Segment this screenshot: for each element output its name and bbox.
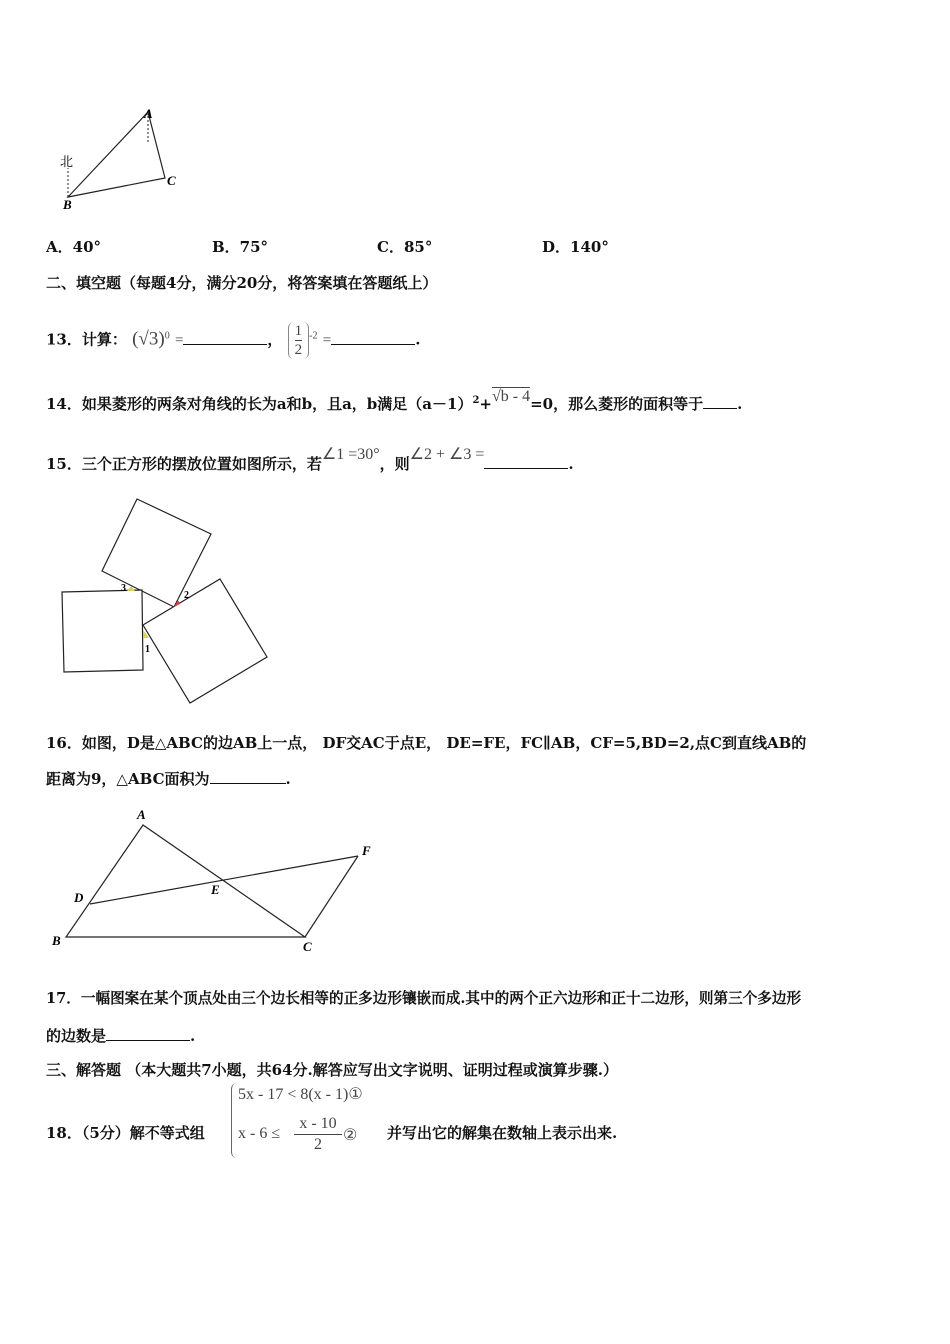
inequality-2-mark: ② (343, 1127, 358, 1144)
question-15: 15．三个正方形的摆放位置如图所示，若∠1 =30°，则∠2 + ∠3 =. (46, 446, 574, 473)
inequality-2-fraction: x - 10 2 (294, 1114, 342, 1155)
label-C: C (303, 939, 312, 954)
answer-blank[interactable] (106, 1026, 190, 1041)
three-squares-figure (62, 499, 267, 703)
label-B: B (63, 197, 72, 212)
option-c: C．85° (377, 238, 433, 256)
section-2-heading: 二、填空题（每题4分，满分20分，将答案填在答题纸上） (46, 274, 438, 292)
label-north: 北 (60, 154, 74, 169)
angle-label-2: 2 (184, 590, 189, 601)
question-16-line-2: 距离为9，△ABC面积为 . (46, 770, 291, 788)
answer-blank[interactable] (331, 330, 415, 345)
angle-label-3: 3 (121, 583, 126, 594)
option-b: B．75° (212, 238, 269, 256)
question-17-line-1: 17．一幅图案在某个顶点处由三个边长相等的正多边形镶嵌而成.其中的两个正六边形和正十二边形，则第三个多边形 (46, 990, 802, 1007)
inequality-2-left: x - 6 ≤ (238, 1125, 281, 1142)
question-18-suffix: 并写出它的解集在数轴上表示出来. (387, 1124, 618, 1142)
label-D: D (74, 890, 84, 905)
answer-blank[interactable] (484, 454, 568, 469)
triangle-abc-figure (51, 807, 371, 954)
section-3-heading: 三、解答题 （本大题共7小题，共64分.解答应写出文字说明、证明过程或演算步骤.） (46, 1061, 618, 1079)
label-A: A (137, 807, 146, 822)
question-18-prefix: 18．（5分）解不等式组 (46, 1124, 205, 1142)
angle-label-1: 1 (145, 644, 150, 655)
label-B: B (52, 933, 61, 948)
answer-blank[interactable] (703, 394, 737, 409)
brace (231, 1083, 238, 1158)
label-C: C (167, 173, 176, 188)
inequality-1: 5x - 17 < 8(x - 1)① (238, 1086, 363, 1103)
question-13: 13．计算： $(√3)^0$ = ， $\frac{1}{2}$ $^{-2}$ = . (46, 323, 421, 358)
label-E: E (211, 882, 220, 897)
option-d: D．140° (542, 238, 609, 256)
label-A: A (144, 106, 153, 121)
answer-blank[interactable] (210, 769, 286, 784)
question-16-line-1: 16．如图，D是△ABC的边AB上一点， DF交AC于点E， DE=FE，FC∥AB，CF=5,BD=2,点C到直线AB的 (46, 734, 807, 752)
bearing-triangle-figure (60, 106, 176, 212)
question-14: 14．如果菱形的两条对角线的长为a和b，且a，b满足$(a-1)^2+√b - 4=0$，那么菱形的面积等于 . (46, 388, 743, 413)
option-a: A．40° (46, 238, 102, 256)
label-F: F (362, 843, 371, 858)
question-17-line-2: 的边数是 . (46, 1027, 196, 1045)
answer-blank[interactable] (183, 330, 267, 345)
